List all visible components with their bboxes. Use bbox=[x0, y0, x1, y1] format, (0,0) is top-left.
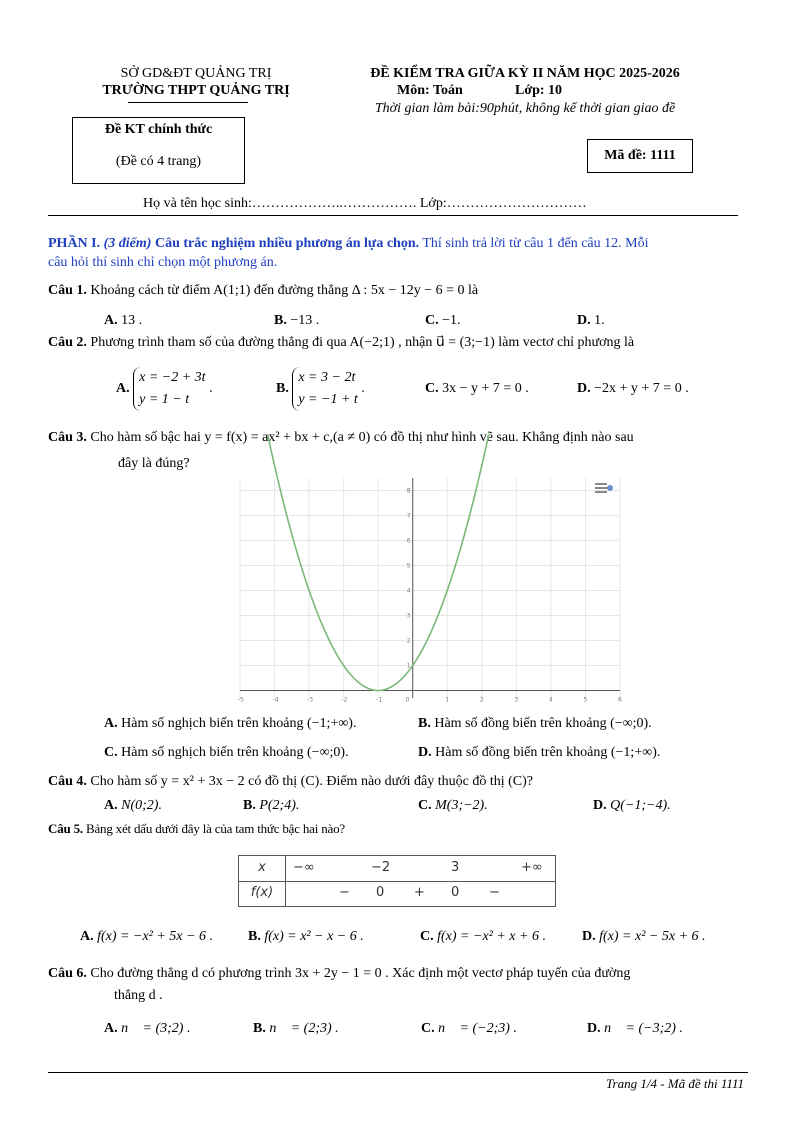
sign-table-hline bbox=[239, 881, 555, 882]
sign-root-2: 3 bbox=[451, 860, 460, 875]
q4-d-text: Q(−1;−4). bbox=[610, 798, 671, 813]
tick-label-y: 8 bbox=[406, 487, 411, 495]
tick-label-y: 1 bbox=[406, 662, 411, 670]
q3-option-a[interactable] bbox=[104, 716, 356, 732]
part1-instr-1: Thí sinh trả lời từ câu 1 đến câu 12. Mỗi bbox=[422, 236, 649, 251]
q3-d-text: Hàm số đồng biến trên khoảng (−1;+∞). bbox=[435, 745, 661, 760]
sign-zero-1: 0 bbox=[376, 885, 385, 900]
tick-label-x: -2 bbox=[341, 696, 348, 704]
q4-label: Câu 4. bbox=[48, 774, 87, 789]
q3-option-c[interactable] bbox=[104, 745, 349, 761]
q6-stem bbox=[48, 966, 630, 982]
q1-c-label: C. bbox=[425, 313, 439, 328]
q2-b-eq2: y = −1 + t bbox=[298, 392, 358, 407]
tick-label-x: 5 bbox=[583, 696, 588, 704]
q6-option-d[interactable] bbox=[587, 1021, 683, 1037]
q3-stem-2: đây là đúng? bbox=[118, 456, 190, 471]
sign-pos-inf: +∞ bbox=[521, 860, 543, 875]
sign-neg-inf: −∞ bbox=[293, 860, 315, 875]
header-divider bbox=[48, 215, 738, 216]
q4-text: Cho hàm số y = x² + 3x − 2 có đồ thị (C). Điểm nào dưới đây thuộc đồ thị (C)? bbox=[90, 774, 534, 789]
q3-option-d[interactable] bbox=[418, 745, 660, 761]
q3-label: Câu 3. bbox=[48, 430, 87, 445]
q2-stem bbox=[48, 334, 634, 351]
tick-label-x: -3 bbox=[307, 696, 314, 704]
q3-d-label: D. bbox=[418, 745, 432, 760]
q1-stem bbox=[48, 283, 478, 299]
grade: Lớp: 10 bbox=[515, 83, 563, 98]
q6-option-b[interactable] bbox=[253, 1021, 339, 1037]
q5-d-label: D. bbox=[582, 929, 596, 944]
tick-label-y: 6 bbox=[406, 537, 411, 545]
q3-c-label: C. bbox=[104, 745, 118, 760]
sign-seg-1: − bbox=[339, 885, 350, 900]
q6-stem-2: thẳng d . bbox=[114, 988, 163, 1003]
q5-c-text: f(x) = −x² + x + 6 . bbox=[437, 929, 546, 944]
q1-b-text: −13 . bbox=[290, 313, 320, 328]
school-name: TRƯỜNG THPT QUẢNG TRỊ bbox=[102, 83, 290, 98]
q4-d-label: D. bbox=[593, 798, 607, 813]
exam-title: ĐỀ KIỂM TRA GIỮA KỲ II NĂM HỌC 2025-2026 bbox=[370, 66, 680, 81]
sign-seg-3: − bbox=[489, 885, 500, 900]
q2-c-text: 3x − y + 7 = 0 . bbox=[442, 381, 529, 396]
q4-option-b[interactable] bbox=[243, 798, 299, 814]
q2-option-a[interactable]: A. x = −2 + 3t y = 1 − t . bbox=[116, 367, 213, 411]
subject: Môn: Toán bbox=[397, 83, 463, 98]
q6-b-label: B. bbox=[253, 1021, 266, 1036]
tick-label-y: 2 bbox=[406, 637, 411, 645]
q6-text: Cho đường thẳng d có phương trình 3x + 2y − 1 = 0 . Xác định một vectơ pháp tuyến của đường bbox=[90, 966, 631, 981]
q2-d-label: D. bbox=[577, 381, 591, 396]
q1-d-text: 1. bbox=[594, 313, 605, 328]
tick-label-x: 1 bbox=[445, 696, 450, 704]
q5-c-label: C. bbox=[420, 929, 434, 944]
q1-label: Câu 1. bbox=[48, 283, 87, 298]
tick-label-x: -1 bbox=[376, 696, 383, 704]
q2-text: Phương trình tham số của đường thẳng đi qua A(−2;1) , nhận u⃗ = (3;−1) làm vectơ chỉ phương là bbox=[90, 335, 635, 350]
q4-stem bbox=[48, 774, 533, 790]
q5-option-a[interactable] bbox=[80, 929, 213, 945]
q1-text: Khoảng cách từ điểm A(1;1) đến đường thẳng Δ : 5x − 12y − 6 = 0 là bbox=[90, 283, 479, 298]
q4-b-label: B. bbox=[243, 798, 256, 813]
school-underline bbox=[128, 102, 248, 103]
q5-text: Bảng xét dấu dưới đây là của tam thức bậc hai nào? bbox=[85, 821, 345, 836]
q4-c-text: M(3;−2). bbox=[435, 798, 488, 813]
part1-intro bbox=[48, 234, 748, 272]
q1-option-b[interactable] bbox=[274, 313, 319, 329]
q2-b-eq1: x = 3 − 2t bbox=[298, 370, 356, 385]
q5-d-text: f(x) = x² − 5x + 6 . bbox=[599, 929, 706, 944]
tick-label-x: -5 bbox=[238, 696, 244, 704]
tick-label-y: 5 bbox=[406, 562, 411, 570]
tick-label-x: 2 bbox=[479, 696, 484, 704]
q6-label: Câu 6. bbox=[48, 966, 87, 981]
q4-option-c[interactable] bbox=[418, 798, 488, 814]
tick-label-y: 3 bbox=[406, 612, 411, 620]
q2-option-d[interactable] bbox=[577, 381, 689, 397]
q1-a-text: 13 . bbox=[121, 313, 143, 328]
q6-c-text: n⃗ = (−2;3) . bbox=[438, 1021, 517, 1036]
student-line: Họ và tên học sinh:………………..……………. Lớp:………………………… bbox=[143, 196, 587, 211]
sign-root-1: −2 bbox=[371, 860, 391, 875]
q6-a-label: A. bbox=[104, 1021, 118, 1036]
footer-page: Trang 1/4 - Mã đề thi 1111 bbox=[606, 1076, 744, 1091]
part1-points: (3 điểm) bbox=[103, 236, 152, 251]
q2-d-text: −2x + y + 7 = 0 . bbox=[594, 381, 689, 396]
q1-option-a[interactable] bbox=[104, 313, 142, 329]
q3-c-text: Hàm số nghịch biến trên khoảng (−∞;0). bbox=[121, 745, 349, 760]
q4-b-text: P(2;4). bbox=[259, 798, 300, 813]
q6-b-text: n⃗ = (2;3) . bbox=[269, 1021, 339, 1036]
part1-heading: PHẦN I. bbox=[48, 236, 101, 251]
sign-fx-label: f(x) bbox=[250, 885, 274, 900]
time-note: Thời gian làm bài:90phút, không kể thời gian giao đề bbox=[374, 101, 676, 116]
q1-c-text: −1. bbox=[442, 313, 461, 328]
q1-b-label: B. bbox=[274, 313, 287, 328]
q5-label: Câu 5. bbox=[48, 821, 83, 836]
q3-a-text: Hàm số nghịch biến trên khoảng (−1;+∞). bbox=[121, 716, 357, 731]
q2-label: Câu 2. bbox=[48, 335, 87, 350]
footer-divider bbox=[48, 1072, 748, 1073]
q4-a-label: A. bbox=[104, 798, 118, 813]
q1-d-label: D. bbox=[577, 313, 591, 328]
q4-c-label: C. bbox=[418, 798, 432, 813]
tick-label-x: 4 bbox=[548, 696, 553, 704]
q5-option-b[interactable] bbox=[248, 929, 364, 945]
tick-label-x: 6 bbox=[618, 696, 622, 704]
q1-option-c[interactable] bbox=[425, 313, 461, 329]
q2-option-b[interactable]: B. x = 3 − 2t y = −1 + t . bbox=[276, 367, 365, 411]
q3-a-label: A. bbox=[104, 716, 118, 731]
q5-b-text: f(x) = x² − x − 6 . bbox=[264, 929, 364, 944]
q2-a-label: A. bbox=[116, 381, 130, 397]
sign-zero-2: 0 bbox=[451, 885, 460, 900]
q3-option-b[interactable] bbox=[418, 716, 652, 732]
q4-a-text: N(0;2). bbox=[121, 798, 162, 813]
official-box bbox=[72, 117, 245, 184]
tick-label-origin: 0 bbox=[405, 696, 410, 704]
tick-label-y: 4 bbox=[406, 587, 411, 595]
q6-a-text: n⃗ = (3;2) . bbox=[121, 1021, 191, 1036]
q2-c-label: C. bbox=[425, 381, 439, 396]
q5-a-text: f(x) = −x² + 5x − 6 . bbox=[97, 929, 213, 944]
sign-seg-2: + bbox=[414, 885, 425, 900]
tick-label-x: 3 bbox=[514, 696, 519, 704]
part1-title: Câu trắc nghiệm nhiều phương án lựa chọn. bbox=[154, 236, 420, 251]
pages-label: (Đề có 4 trang) bbox=[115, 154, 202, 169]
sign-x-label: x bbox=[258, 860, 266, 875]
q4-option-d[interactable] bbox=[593, 798, 671, 814]
q2-a-eq1: x = −2 + 3t bbox=[139, 370, 206, 385]
q6-c-label: C. bbox=[421, 1021, 435, 1036]
q3-b-text: Hàm số đồng biến trên khoảng (−∞;0). bbox=[434, 716, 652, 731]
q6-option-a[interactable] bbox=[104, 1021, 190, 1037]
q6-option-c[interactable] bbox=[421, 1021, 517, 1037]
tick-label-y: 7 bbox=[406, 512, 411, 520]
q3-text: Cho hàm số bậc hai y = f(x) = ax² + bx + c,(a ≠ 0) có đồ thị như hình vẽ sau. Khẳng định nào sau bbox=[90, 430, 634, 445]
q2-b-system bbox=[292, 367, 357, 411]
q4-option-a[interactable] bbox=[104, 798, 162, 814]
q3-b-label: B. bbox=[418, 716, 431, 731]
q2-b-label: B. bbox=[276, 381, 289, 397]
sign-table-vline bbox=[285, 856, 286, 906]
q5-a-label: A. bbox=[80, 929, 94, 944]
q6-d-text: n⃗ = (−3;2) . bbox=[604, 1021, 683, 1036]
tick-label-x: -4 bbox=[272, 696, 279, 704]
sign-table bbox=[238, 855, 556, 907]
part1-instr-2: câu hỏi thí sinh chỉ chọn một phương án. bbox=[48, 255, 278, 270]
exam-code: Mã đề: 1111 bbox=[587, 139, 693, 173]
q2-a-system bbox=[133, 367, 205, 411]
q5-b-label: B. bbox=[248, 929, 261, 944]
q3-stem bbox=[48, 430, 634, 446]
q1-option-d[interactable] bbox=[577, 313, 605, 329]
dept-name: SỞ GD&ĐT QUẢNG TRỊ bbox=[120, 66, 272, 81]
q1-a-label: A. bbox=[104, 313, 118, 328]
q2-option-c[interactable] bbox=[425, 381, 529, 397]
q5-option-c[interactable] bbox=[420, 929, 546, 945]
q2-a-eq2: y = 1 − t bbox=[139, 392, 190, 407]
parabola-graph bbox=[238, 478, 622, 704]
q5-stem bbox=[48, 821, 345, 837]
official-label: Đề KT chính thức bbox=[104, 122, 213, 137]
q6-d-label: D. bbox=[587, 1021, 601, 1036]
q5-option-d[interactable] bbox=[582, 929, 706, 945]
